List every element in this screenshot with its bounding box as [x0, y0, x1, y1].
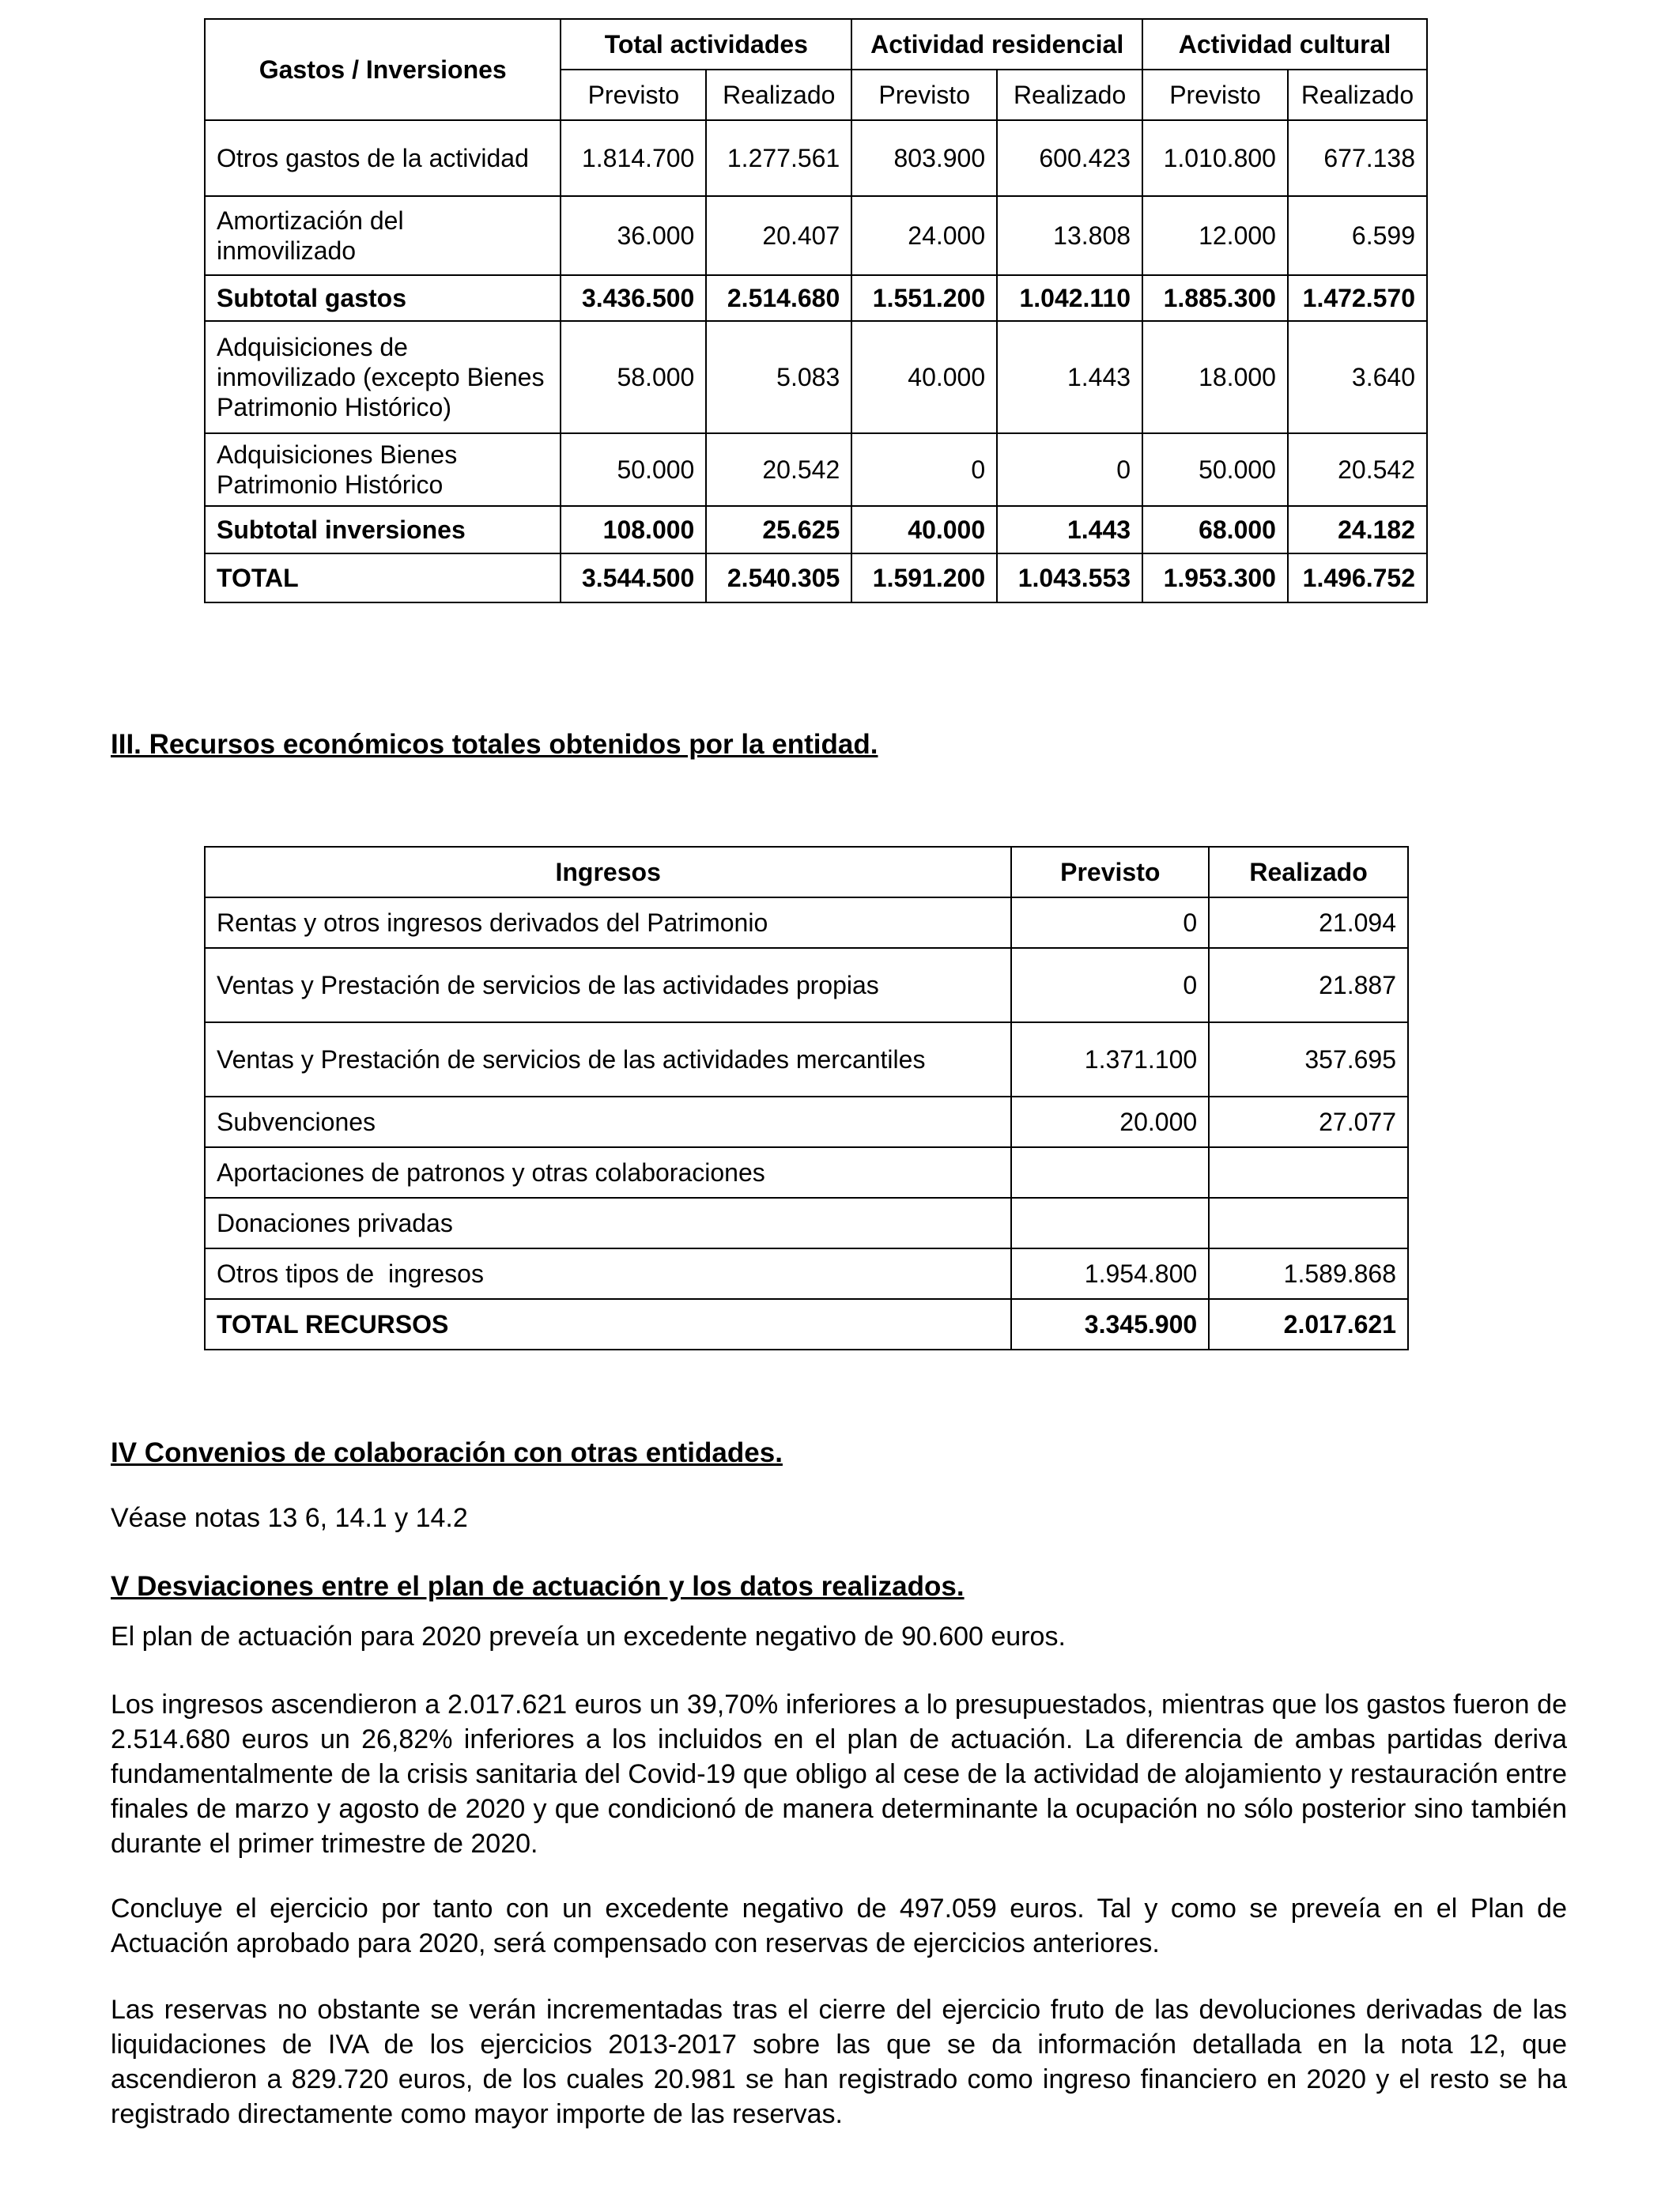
cell [1209, 1198, 1408, 1248]
cell: 1.591.200 [851, 553, 997, 602]
row-label: Subtotal gastos [205, 275, 561, 321]
cell: 27.077 [1209, 1097, 1408, 1147]
paragraph: Las reservas no obstante se verán incrementadas tras el cierre del ejercicio fruto de las devoluciones derivadas de las liquidaciones de IVA de los ejercicios 2013-2017 sobre las que se da información detallada en la nota 12, que ascendieron a 829.720 euros, de los cuales 20.981 se han registrado como ingreso financiero en 2020 y el resto se ha registrado directamente como mayor importe de las reservas. [111, 1995, 1567, 2129]
cell: 25.625 [706, 506, 851, 553]
cell: 1.042.110 [997, 275, 1142, 321]
row-label: Ventas y Prestación de servicios de las actividades propias [205, 948, 1011, 1022]
table-row [205, 506, 1427, 553]
cell: 40.000 [851, 321, 997, 433]
cell: 68.000 [1142, 506, 1288, 553]
table-row [205, 897, 1408, 948]
section-heading: IV Convenios de colaboración con otras entidades. [111, 1437, 783, 1468]
cell: 20.542 [706, 433, 851, 506]
column-header: Realizado [1209, 847, 1408, 897]
corner-header: Gastos / Inversiones [205, 19, 561, 120]
cell: 1.496.752 [1288, 553, 1427, 602]
sub-header: Realizado [1288, 70, 1427, 120]
row-label: Rentas y otros ingresos derivados del Patrimonio [205, 897, 1011, 948]
cell: 2.017.621 [1209, 1299, 1408, 1350]
group-header: Total actividades [561, 19, 851, 70]
cell: 13.808 [997, 196, 1142, 275]
cell: 1.954.800 [1011, 1248, 1209, 1299]
table-row [205, 321, 1427, 433]
cell: 24.182 [1288, 506, 1427, 553]
column-header: Previsto [1011, 847, 1209, 897]
table-row [205, 553, 1427, 602]
row-label: TOTAL [205, 553, 561, 602]
cell: 803.900 [851, 120, 997, 196]
row-label: Subtotal inversiones [205, 506, 561, 553]
cell [1011, 1198, 1209, 1248]
income-table [204, 846, 1409, 1350]
row-label: Subvenciones [205, 1097, 1011, 1147]
table-row [205, 1147, 1408, 1198]
cell: 1.885.300 [1142, 275, 1288, 321]
cell: 21.094 [1209, 897, 1408, 948]
cell: 20.407 [706, 196, 851, 275]
paragraph: Los ingresos ascendieron a 2.017.621 euros un 39,70% inferiores a lo presupuestados, mientras que los gastos fueron de 2.514.680 euros un 26,82% inferiores a los incluidos en el plan de actuación. La diferencia de ambas partidas deriva fundamentalmente de la crisis sanitaria del Covid-19 que obligo al cese de la actividad de alojamiento y restauración entre finales de marzo y agosto de 2020 y que condicionó de manera determinante la ocupación no sólo posterior sino también durante el primer trimestre de 2020. [111, 1690, 1567, 1859]
cell: 20.000 [1011, 1097, 1209, 1147]
cell: 677.138 [1288, 120, 1427, 196]
cell: 50.000 [561, 433, 706, 506]
cell: 50.000 [1142, 433, 1288, 506]
cell [1209, 1147, 1408, 1198]
row-label: Otros gastos de la actividad [205, 120, 561, 196]
row-label: Donaciones privadas [205, 1198, 1011, 1248]
cell: 24.000 [851, 196, 997, 275]
cell: 1.043.553 [997, 553, 1142, 602]
cell: 0 [1011, 897, 1209, 948]
table-row [205, 1097, 1408, 1147]
cell: 3.544.500 [561, 553, 706, 602]
cell: 1.443 [997, 506, 1142, 553]
paragraph: Concluye el ejercicio por tanto con un excedente negativo de 497.059 euros. Tal y como se preveía en el Plan de Actuación aprobado para 2020, será compensado con reservas de ejercicios anteriores. [111, 1894, 1567, 1958]
sub-header: Previsto [1142, 70, 1288, 120]
cell: 58.000 [561, 321, 706, 433]
cell: 1.551.200 [851, 275, 997, 321]
cell: 36.000 [561, 196, 706, 275]
sub-header: Realizado [706, 70, 851, 120]
cell: 1.589.868 [1209, 1248, 1408, 1299]
cell: 1.443 [997, 321, 1142, 433]
cell: 21.887 [1209, 948, 1408, 1022]
cell: 1.277.561 [706, 120, 851, 196]
table-row [205, 948, 1408, 1022]
column-header: Ingresos [205, 847, 1011, 897]
table-row [205, 1299, 1408, 1350]
cell: 108.000 [561, 506, 706, 553]
cell: 1.953.300 [1142, 553, 1288, 602]
paragraph: El plan de actuación para 2020 preveía un excedente negativo de 90.600 euros. [111, 1622, 1066, 1652]
cell: 600.423 [997, 120, 1142, 196]
section-heading: III. Recursos económicos totales obtenidos por la entidad. [111, 729, 878, 760]
row-label: Adquisiciones de inmovilizado (excepto Bienes Patrimonio Histórico) [205, 321, 561, 433]
table-row [205, 275, 1427, 321]
table-row [205, 120, 1427, 196]
cell: 1.814.700 [561, 120, 706, 196]
cell: 40.000 [851, 506, 997, 553]
cell: 20.542 [1288, 433, 1427, 506]
cell: 3.436.500 [561, 275, 706, 321]
cell: 0 [997, 433, 1142, 506]
cell: 0 [851, 433, 997, 506]
table-row [205, 433, 1427, 506]
row-label: Amortización del inmovilizado [205, 196, 561, 275]
table-row [205, 1022, 1408, 1097]
row-label: Ventas y Prestación de servicios de las actividades mercantiles [205, 1022, 1011, 1097]
group-header: Actividad cultural [1142, 19, 1427, 70]
table-row [205, 1198, 1408, 1248]
cell: 1.371.100 [1011, 1022, 1209, 1097]
table-row [205, 1248, 1408, 1299]
group-header: Actividad residencial [851, 19, 1142, 70]
cell [1011, 1147, 1209, 1198]
expenses-investments-table [204, 18, 1428, 603]
row-label: Adquisiciones Bienes Patrimonio Histórico [205, 433, 561, 506]
cell: 12.000 [1142, 196, 1288, 275]
table-row [205, 196, 1427, 275]
cell: 5.083 [706, 321, 851, 433]
cell: 0 [1011, 948, 1209, 1022]
paragraph: Véase notas 13 6, 14.1 y 14.2 [111, 1503, 468, 1533]
cell: 6.599 [1288, 196, 1427, 275]
cell: 3.345.900 [1011, 1299, 1209, 1350]
sub-header: Previsto [561, 70, 706, 120]
cell: 357.695 [1209, 1022, 1408, 1097]
cell: 2.514.680 [706, 275, 851, 321]
sub-header: Realizado [997, 70, 1142, 120]
cell: 18.000 [1142, 321, 1288, 433]
row-label: TOTAL RECURSOS [205, 1299, 1011, 1350]
sub-header: Previsto [851, 70, 997, 120]
cell: 3.640 [1288, 321, 1427, 433]
cell: 1.010.800 [1142, 120, 1288, 196]
cell: 1.472.570 [1288, 275, 1427, 321]
row-label: Otros tipos de ingresos [205, 1248, 1011, 1299]
cell: 2.540.305 [706, 553, 851, 602]
row-label: Aportaciones de patronos y otras colaboraciones [205, 1147, 1011, 1198]
section-heading: V Desviaciones entre el plan de actuación y los datos realizados. [111, 1571, 965, 1602]
